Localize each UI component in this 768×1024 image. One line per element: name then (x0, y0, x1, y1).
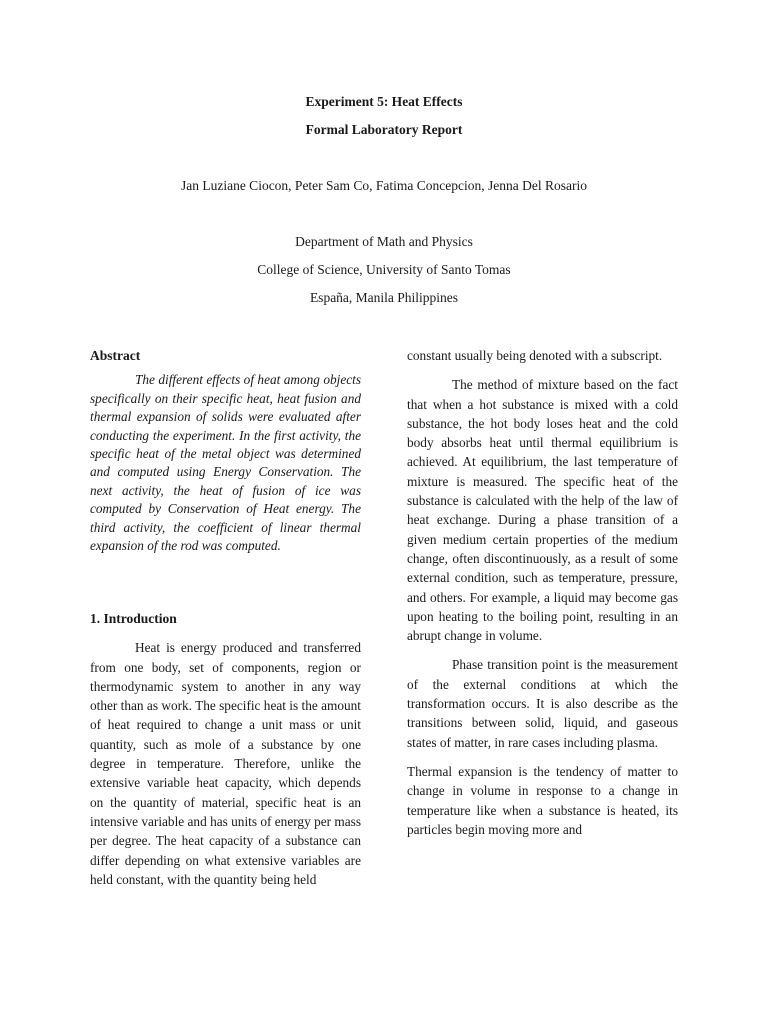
abstract-body: The different effects of heat among objects specifically on their specific heat, heat fusion and thermal expansion of solids were evaluated after conducting the experiment. In the first activity, the specific heat of the metal object was determined and computed using Energy Conservation. The next activity, the heat of fusion of ice was computed by Conservation of Heat energy. The third activity, the coefficient of linear thermal expansion of the rod was computed. (90, 372, 361, 553)
paper-title-line1: Experiment 5: Heat Effects (305, 94, 463, 109)
introduction-section (90, 609, 361, 889)
paper-authors: Jan Luziane Ciocon, Peter Sam Co, Fatima Concepcion, Jenna Del Rosario (180, 178, 588, 193)
affiliation-location: España, Manila Philippines (309, 290, 459, 305)
abstract-heading: Abstract (90, 348, 141, 363)
mixture-paragraph: The method of mixture based on the fact that when a hot substance is mixed with a cold substance, the hot body loses heat and the cold body absorbs heat until thermal equilibrium is achieved. At equilibrium, the last temperature of mixture is measured. The specific heat of the substance is calculated with the help of the law of heat exchange. During a phase transition of a given medium certain properties of the medium change, often discontinuously, as a result of some external condition, such as temperature, pressure, and others. For example, a liquid may become gas upon heating to the boiling point, resulting in an abrupt change in volume. (407, 377, 678, 644)
affiliation-college: College of Science, University of Santo Tomas (257, 262, 511, 277)
continuation-paragraph: constant usually being denoted with a subscript. (407, 348, 663, 363)
right-column (407, 346, 678, 839)
introduction-heading: 1. Introduction (90, 611, 177, 626)
affiliation-department: Department of Math and Physics (295, 234, 473, 249)
thermal-expansion-paragraph: Thermal expansion is the tendency of matter to change in volume in response to a change in temperature like when a substance is heated, its particles begin moving more and (407, 763, 678, 837)
left-column (90, 346, 361, 555)
introduction-paragraph: Heat is energy produced and transferred from one body, set of components, region or thermodynamic system to another in any way other than as work. The specific heat is the amount of heat required to change a unit mass or unit quantity, such as mole of a substance by one degree in temperature. Therefore, unlike the extensive variable heat capacity, which depends on the quantity of material, specific heat is an intensive variable and has units of energy per mass per degree. The heat capacity of a substance can differ depending on what extensive variables are held constant, with the quantity being held (90, 640, 361, 887)
paper-title-line2: Formal Laboratory Report (305, 122, 463, 137)
phase-transition-paragraph: Phase transition point is the measurement of the external conditions at which the transformation occurs. It is also describe as the transitions between solid, liquid, and gaseous states of matter, in rare cases including plasma. (407, 657, 678, 750)
